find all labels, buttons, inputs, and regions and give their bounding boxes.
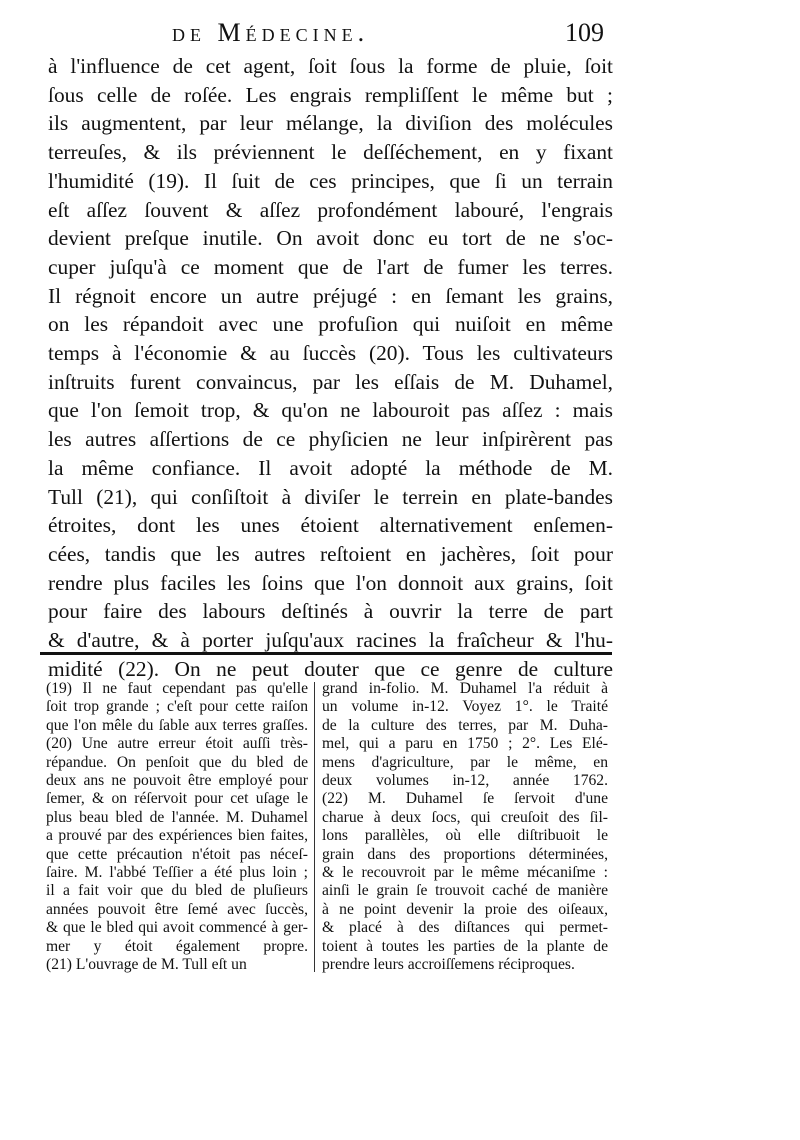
text-line: Il régnoit encore un autre préjugé : en ſemant les grains, [48,283,613,308]
footnote-line: mer y étoit également propre. [46,937,308,955]
text-line: midité (22). On ne peut douter que ce genre de culture [48,656,613,681]
footnote-line: (19) Il ne faut cependant pas qu'elle [46,680,308,697]
page-number: 109 [565,18,604,47]
text-line: à l'influence de cet agent, ſoit ſous la forme de pluie, ſoit [48,54,613,78]
text-line: devient preſque inutile. On avoit donc eu tort de ne s'oc- [48,226,613,251]
footnotes-left-column [46,680,308,975]
footnote-line: & le recouvroit par le même mécaniſme : [322,864,608,882]
footnotes-right-column [322,680,608,975]
text-line: pour faire des labours deſtinés à ouvrir la terre de part [48,599,613,624]
footnote-line: mel, qui a paru en 1750 ; 2°. Les Elé- [322,735,608,753]
text-line: ſous celle de roſée. Les engrais rempliſſent le même but ; [48,82,613,107]
footnote-line: deux volumes in-12, année 1762. [322,772,608,790]
text-line: inſtruits furent convaincus, par les eſſais de M. Duhamel, [48,369,613,394]
text-line: on les répandoit avec une profuſion qui nuiſoit en même [48,312,613,337]
footnote-separator-rule [40,652,612,655]
main-text-block [48,52,613,683]
footnote-line: ſemer, & on réſervoit pour cet uſage le [46,790,308,808]
text-line: & d'autre, & à porter juſqu'aux racines la fraîcheur & l'hu- [48,628,613,653]
text-line: cuper juſqu'à ce moment que de l'art de fumer les terres. [48,254,613,279]
footnote-line: & placé à des diſtances qui permet- [322,919,608,937]
footnote-line: toient à toutes les parties de la plante de [322,937,608,955]
footnote-line: & que le bled qui avoit commencé à ger- [46,919,308,937]
footnote-line: que l'on mêle du ſable aux terres graſſes. [46,716,308,734]
running-head: de Médecine. [172,18,370,47]
footnote-line: grand in-folio. M. Duhamel l'a réduit à [322,680,608,697]
text-line: la même confiance. Il avoit adopté la méthode de M. [48,455,613,480]
text-line: rendre plus faciles les ſoins que l'on donnoit aux grains, ſoit [48,570,613,595]
footnote-line: que cette précaution n'étoit pas néceſ- [46,845,308,863]
footnote-line: grain dans des proportions déterminées, [322,845,608,863]
footnote-line: un volume in-12. Voyez 1°. le Traité [322,698,608,716]
footnote-line: répandue. On penſoit que du bled de [46,753,308,771]
text-line: temps à l'économie & au ſuccès (20). Tous les cultivateurs [48,341,613,366]
text-line: l'humidité (19). Il ſuit de ces principes, que ſi un terrain [48,168,613,193]
footnote-line: deux ans ne pouvoit être employé pour [46,772,308,790]
footnote-line: ſaire. M. l'abbé Teſſier a été plus loin ; [46,864,308,882]
footnote-line: mens d'agriculture, par le même, en [322,753,608,771]
footnote-line: (21) L'ouvrage de M. Tull eſt un [46,956,247,974]
text-line: les autres aſſertions de ce phyſicien ne leur inſpirèrent pas [48,427,613,452]
footnote-line: à ne point devenir la proie des oiſeaux, [322,900,608,918]
footnote-line: de la culture des terres, par M. Duha- [322,716,608,734]
footnote-line: a prouvé par des expériences bien faites, [46,827,308,845]
footnote-line: prendre leurs accroiſſemens réciproques. [322,956,575,974]
footnote-line: ſoit trop grande ; c'eſt pour cette raiſon [46,698,308,716]
text-line: que l'on ſemoit trop, & qu'on ne labouroit pas aſſez : mais [48,398,613,423]
text-line: terreuſes, & ils préviennent le deſſéchement, en y fixant [48,140,613,165]
footnote-line: il a fait voir que du bled de pluſieurs [46,882,308,900]
text-line: cées, tandis que les autres reſtoient en jachères, ſoit pour [48,541,613,566]
footnote-column-divider [314,682,315,972]
text-line: eſt aſſez ſouvent & aſſez profondément labouré, l'engrais [48,197,613,222]
footnote-line: lons parallèles, où elle diſtribuoit le [322,827,608,845]
footnote-line: charue à deux ſocs, qui creuſoit des ſil- [322,808,608,826]
text-line: ils augmentent, par leur mélange, la diviſion des molécules [48,111,613,136]
footnote-line: années pouvoit être ſemé avec ſuccès, [46,900,308,918]
text-line: Tull (21), qui conſiſtoit à diviſer le terrein en plate-bandes [48,484,613,509]
footnote-line: ainſi le grain ſe trouvoit caché de manière [322,882,608,900]
footnote-line: plus beau bled de l'année. M. Duhamel [46,808,308,826]
text-line: étroites, dont les unes étoient alternativement enſemen- [48,513,613,538]
footnote-line: (20) Une autre erreur étoit auſſi très- [46,735,308,753]
footnote-line: (22) M. Duhamel ſe ſervoit d'une [322,790,608,808]
